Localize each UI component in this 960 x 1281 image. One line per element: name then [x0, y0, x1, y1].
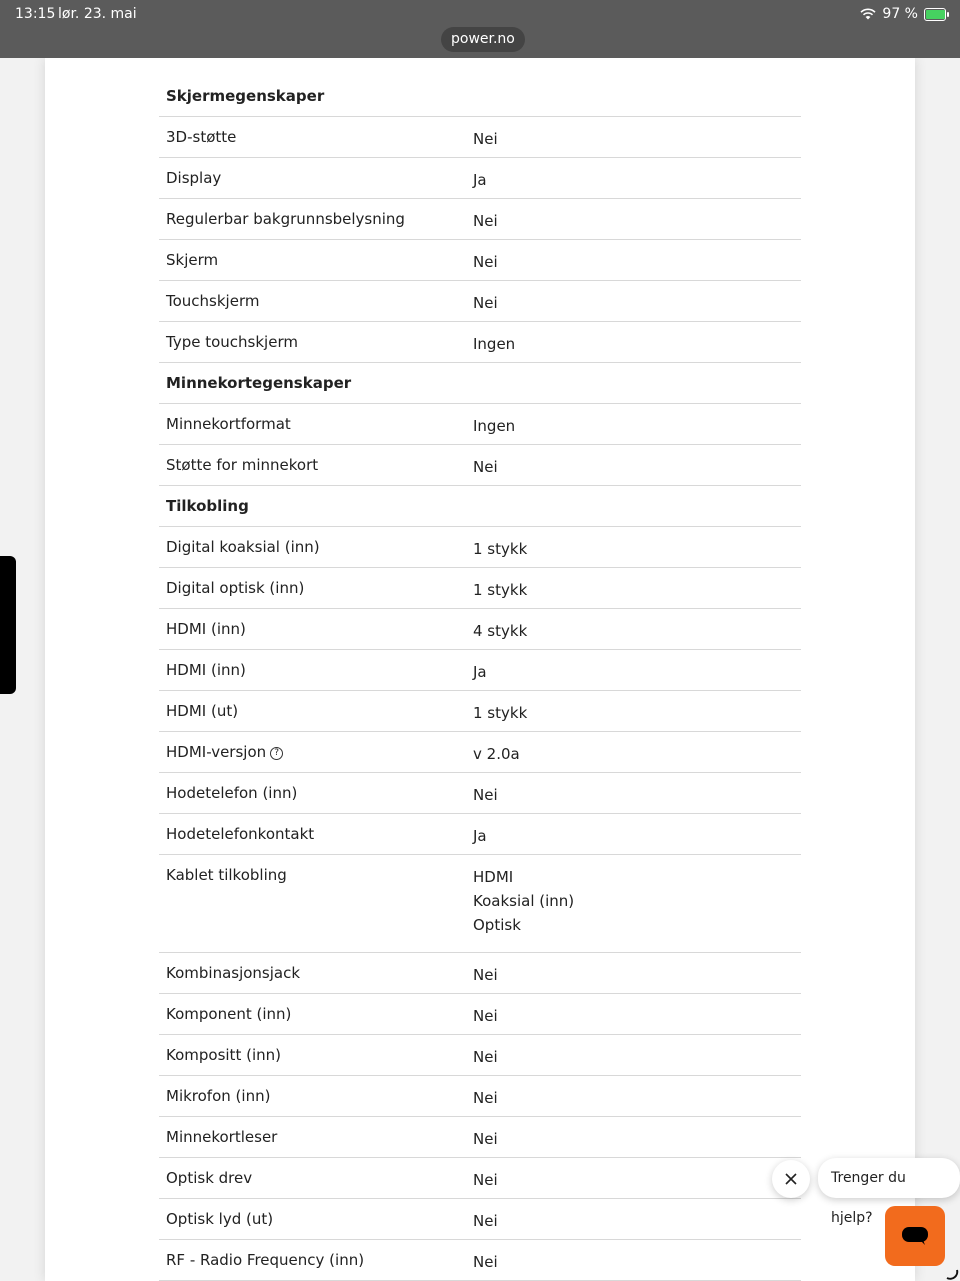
spec-value: Nei: [473, 253, 498, 271]
spec-value: Ingen: [473, 417, 516, 435]
battery-percentage: 97 %: [882, 6, 918, 22]
spec-label: Minnekortformat: [166, 415, 291, 433]
status-time: 13:15: [15, 6, 56, 22]
spec-row: [159, 1240, 801, 1281]
close-icon: [784, 1172, 798, 1186]
chat-open-button[interactable]: [885, 1206, 945, 1266]
section-title: Skjermegenskaper: [159, 76, 801, 117]
spec-label: HDMI (inn): [166, 661, 246, 679]
address-bar[interactable]: power.no: [441, 27, 525, 52]
spec-label: HDMI-versjon ?: [159, 732, 473, 772]
spec-row: [159, 855, 801, 953]
spec-row: [159, 117, 801, 158]
spec-label: Skjerm: [166, 251, 219, 269]
side-feedback-tab[interactable]: [0, 556, 16, 694]
spec-value: Ja: [473, 827, 487, 845]
spec-label: Kablet tilkobling: [166, 866, 287, 884]
spec-label: Regulerbar bakgrunnsbelysning: [166, 210, 405, 228]
spec-label: Digital koaksial (inn): [166, 538, 320, 556]
spec-value: Nei: [473, 1212, 498, 1230]
spec-row: [159, 650, 801, 691]
spec-row: [159, 158, 801, 199]
spec-label: RF - Radio Frequency (inn): [166, 1251, 365, 1269]
spec-label: Kombinasjonsjack: [166, 964, 301, 982]
spec-row: [159, 1199, 801, 1240]
spec-label: Støtte for minnekort: [166, 456, 319, 474]
spec-label: Hodetelefon (inn): [166, 784, 298, 802]
spec-value: Nei: [473, 294, 498, 312]
spec-row: [159, 281, 801, 322]
spec-label: Minnekortleser: [166, 1128, 278, 1146]
spec-value: Nei: [473, 1048, 498, 1066]
wifi-icon: [860, 8, 876, 20]
product-specifications: [45, 58, 915, 1281]
spec-value: Nei: [473, 1130, 498, 1148]
spec-value-line: Koaksial (inn): [473, 892, 575, 910]
spec-label: Optisk drev: [166, 1169, 253, 1187]
spec-row: [159, 814, 801, 855]
spec-label: 3D-støtte: [166, 128, 237, 146]
spec-value: 1 stykk: [473, 540, 528, 558]
status-indicators: [860, 6, 946, 22]
spec-row: [159, 1076, 801, 1117]
spec-value: Nei: [473, 786, 498, 804]
spec-value: Ingen: [473, 335, 516, 353]
spec-row: [159, 527, 801, 568]
spec-value: Nei: [473, 1089, 498, 1107]
spec-row: [159, 1117, 801, 1158]
spec-row: [159, 404, 801, 445]
spec-label: HDMI (ut): [166, 702, 239, 720]
chat-prompt-bubble[interactable]: Trenger du hjelp?: [818, 1158, 960, 1198]
chat-close-button[interactable]: [772, 1160, 810, 1198]
spec-value: Nei: [473, 130, 498, 148]
spec-label: Mikrofon (inn): [166, 1087, 271, 1105]
chat-icon: [901, 1226, 929, 1246]
spec-value: Nei: [473, 458, 498, 476]
spec-label: Hodetelefonkontakt: [166, 825, 315, 843]
spec-value: Ja: [473, 171, 487, 189]
section-title: Tilkobling: [159, 486, 801, 527]
spec-label: Display: [166, 169, 222, 187]
section-title: Minnekortegenskaper: [159, 363, 801, 404]
spec-row: [159, 732, 801, 773]
spec-row: [159, 1158, 801, 1199]
spec-label: HDMI (inn): [166, 620, 246, 638]
spec-value: Nei: [473, 1007, 498, 1025]
spec-value: 4 stykk: [473, 622, 528, 640]
spec-value: Nei: [473, 966, 498, 984]
spec-row: [159, 240, 801, 281]
spec-label: Touchskjerm: [166, 292, 260, 310]
spec-label: Type touchskjerm: [166, 333, 298, 351]
spec-value: 1 stykk: [473, 704, 528, 722]
spec-value: 1 stykk: [473, 581, 528, 599]
battery-icon: [924, 8, 946, 21]
spec-row: [159, 994, 801, 1035]
spec-value: Ja: [473, 663, 487, 681]
status-date: lør. 23. mai: [58, 6, 137, 22]
spec-row: [159, 691, 801, 732]
spec-value: Nei: [473, 1171, 498, 1189]
spec-row: [159, 1035, 801, 1076]
spec-row: [159, 322, 801, 363]
spec-value: Nei: [473, 212, 498, 230]
spec-row: [159, 445, 801, 486]
spec-label: Komponent (inn): [166, 1005, 292, 1023]
spec-label: Kompositt (inn): [166, 1046, 281, 1064]
spec-value: Nei: [473, 1253, 498, 1271]
spec-label: Optisk lyd (ut): [166, 1210, 274, 1228]
spec-label: Digital optisk (inn): [166, 579, 305, 597]
spec-value-line: Optisk: [473, 916, 521, 934]
spec-row: [159, 199, 801, 240]
spec-table: [159, 76, 801, 1281]
spec-row: [159, 568, 801, 609]
status-bar: [0, 0, 960, 58]
spec-value-line: HDMI: [473, 868, 514, 886]
spec-value: [473, 855, 801, 952]
spec-row: [159, 609, 801, 650]
spec-value: v 2.0a: [473, 745, 520, 763]
spec-row: [159, 953, 801, 994]
spec-row: [159, 773, 801, 814]
loading-indicator-icon: [944, 1265, 960, 1281]
help-icon[interactable]: ?: [270, 747, 283, 760]
